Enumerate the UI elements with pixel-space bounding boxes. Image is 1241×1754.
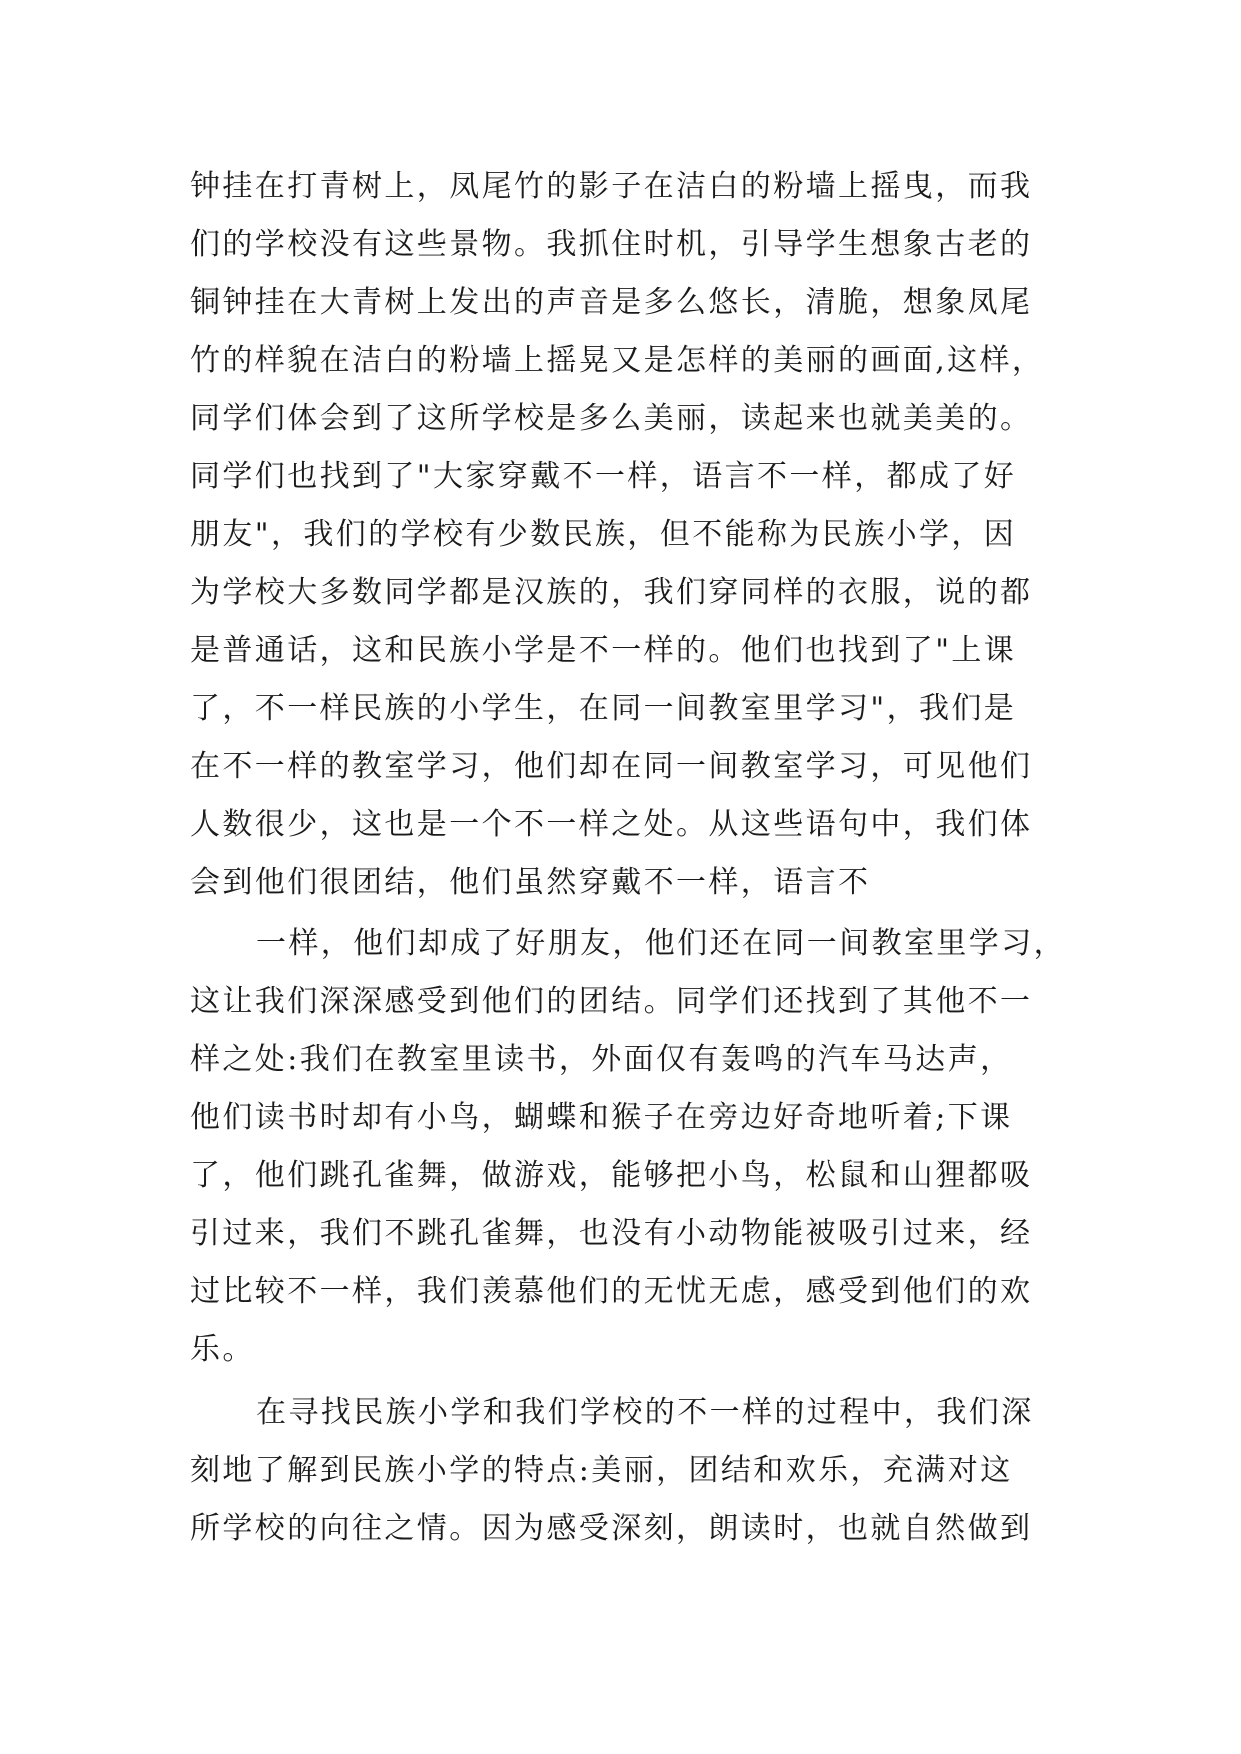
text-line: 了，他们跳孔雀舞，做游戏，能够把小鸟，松鼠和山狸都吸 (190, 1158, 1033, 1193)
text-line: 会到他们很团结，他们虽然穿戴不一样，语言不 (190, 865, 871, 900)
text-line: 过比较不一样，我们羡慕他们的无忧无虑，感受到他们的欢 (190, 1274, 1033, 1309)
text-line: 人数很少，这也是一个不一样之处。从这些语句中，我们体 (190, 807, 1033, 842)
text-line: 乐。 (190, 1332, 255, 1367)
text-line: 引过来，我们不跳孔雀舞，也没有小动物能被吸引过来，经 (190, 1216, 1033, 1251)
text-line: 所学校的向往之情。因为感受深刻，朗读时，也就自然做到 (190, 1511, 1033, 1546)
text-line: 为学校大多数同学都是汉族的，我们穿同样的衣服，说的都 (190, 575, 1033, 610)
text-line: 们的学校没有这些景物。我抓住时机，引导学生想象古老的 (190, 227, 1033, 262)
paragraph-3 (190, 1384, 1050, 1558)
paragraph-1 (190, 158, 1050, 912)
text-line: 是普通话，这和民族小学是不一样的。他们也找到了"上课 (190, 633, 1017, 668)
text-line: 这让我们深深感受到他们的团结。同学们还找到了其他不一 (190, 984, 1033, 1019)
text-line: 竹的样貌在洁白的粉墙上摇晃又是怎样的美丽的画面,这样， (190, 343, 1045, 378)
paragraph-2 (190, 915, 1066, 1379)
text-line: 刻地了解到民族小学的特点:美丽，团结和欢乐，充满对这 (190, 1453, 1013, 1488)
text-line: 钟挂在打青树上，凤尾竹的影子在洁白的粉墙上摇曳，而我 (190, 169, 1033, 204)
text-line: 同学们也找到了"大家穿戴不一样，语言不一样，都成了好 (190, 459, 1017, 494)
text-line: 在寻找民族小学和我们学校的不一样的过程中，我们深 (256, 1395, 1034, 1430)
text-line: 样之处:我们在教室里读书，外面仅有轰鸣的汽车马达声， (190, 1042, 1013, 1077)
text-line: 在不一样的教室学习，他们却在同一间教室学习，可见他们 (190, 749, 1033, 784)
text-line: 铜钟挂在大青树上发出的声音是多么悠长，清脆，想象凤尾 (190, 285, 1033, 320)
text-line: 一样，他们却成了好朋友，他们还在同一间教室里学习， (256, 926, 1066, 961)
text-line: 他们读书时却有小鸟，蝴蝶和猴子在旁边好奇地听着;下课 (190, 1100, 1013, 1135)
text-line: 了，不一样民族的小学生，在同一间教室里学习"，我们是 (190, 691, 1017, 726)
text-line: 朋友"，我们的学校有少数民族，但不能称为民族小学，因 (190, 517, 1017, 552)
text-line: 同学们体会到了这所学校是多么美丽，读起来也就美美的。 (190, 401, 1033, 436)
